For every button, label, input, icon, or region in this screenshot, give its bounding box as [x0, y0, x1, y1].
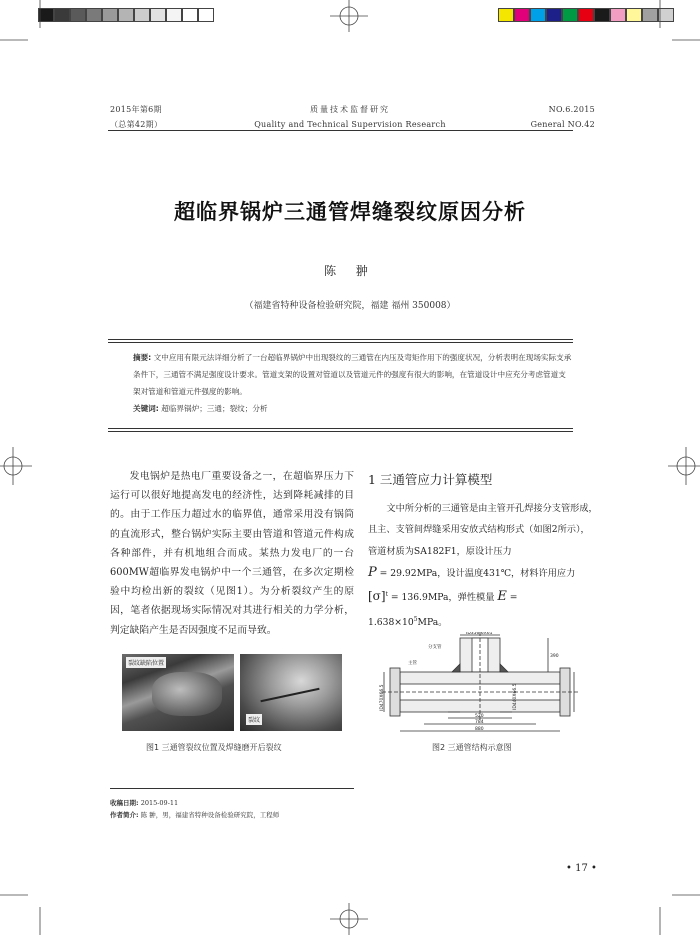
- dim-784: 784: [475, 720, 484, 725]
- figure2-caption: 图2 三通管结构示意图: [432, 743, 512, 752]
- header-no: NO.6.2015: [548, 105, 595, 114]
- intro-text: 发电锅炉是热电厂重要设备之一，在超临界压力下运行可以很好地提高发电的经济性，达到降耗减排的目的。由于工作压力超过水的临界值，通常采用没有锅筒的直流形式，整台锅炉实际主要由管道和管道元件构成各种部件，并有机地组合而成。某热力发电厂的一台600MW超临界发电锅炉中一个三通管，在多次定期检验中均检出新的裂纹（见图1）。为分析裂纹产生的原因，笔者依据现场实际情况对其进行相关的力学分析，判定缺陷产生是否因强度不足而导致。: [110, 471, 354, 636]
- abstract-block: [133, 349, 573, 417]
- received-label: 收稿日期:: [110, 799, 139, 807]
- received-date: 2015-09-11: [140, 799, 179, 807]
- abstract-text: 文中应用有限元法详细分析了一台超临界锅炉中出现裂纹的三通管在内压及弯矩作用下的强度状况，分析表明在现场实际支承条件下，三通管不满足强度设计要求。管道支架的设置对管道以及管道元件的强度有很大的影响，在管道设计中应充分考虑管道支架对管道和管道元件强度的影响。: [133, 353, 572, 396]
- header-center: [0, 102, 700, 132]
- pressure-value: = 29.92MPa，设计温度431℃，材料许用应力: [379, 567, 576, 579]
- figure2-tee-drawing: [378, 632, 584, 734]
- main-label: 主管: [408, 661, 417, 666]
- abstract-top-rule: [108, 339, 573, 340]
- sigma-symbol: [σ]: [368, 589, 386, 604]
- footnote-received: [110, 798, 178, 807]
- footnote-rule: [110, 788, 354, 789]
- header-issue: 2015年第6期: [110, 105, 162, 114]
- header-right: [531, 102, 595, 132]
- sigma-sup: t: [385, 591, 388, 599]
- article-title: 超临界锅炉三通管焊缝裂纹原因分析: [174, 200, 526, 224]
- keywords-label: 关键词:: [133, 404, 159, 413]
- pressure-symbol: P: [368, 564, 377, 580]
- figure1-photo-crack-location: [122, 654, 234, 731]
- section1-text-a: 文中所分析的三通管是由主管开孔焊接分支管形成，且主、支管间焊缝采用安放式结构形式（如图2所示），管道材质为SA182F1，原设计压力: [368, 503, 598, 557]
- dim-branch-h: 390: [550, 654, 559, 659]
- section1-heading: 1 三通管应力计算模型: [368, 472, 493, 487]
- modulus-symbol: E: [497, 589, 507, 605]
- header-total-issue: （总第42期）: [110, 120, 163, 129]
- keywords-text: 超临界锅炉；三通；裂纹；分析: [161, 404, 268, 413]
- abstract-top-rule-2: [108, 342, 573, 343]
- section1-body: [368, 498, 598, 633]
- figure1-caption: 图1 三通管裂纹位置及焊缝磨开后裂纹: [146, 743, 282, 752]
- sigma-value: = 136.9MPa，弹性模量: [390, 592, 495, 604]
- abstract-label: 摘要:: [133, 353, 152, 362]
- author-name: 陈 翀: [324, 264, 376, 278]
- branch-label: 分支管: [428, 645, 442, 650]
- figure1-photo-b-label: 裂纹: [246, 714, 262, 725]
- section1-stress-line: [368, 584, 598, 633]
- header-journal-cn: 质量技术监督研究: [310, 105, 390, 114]
- modulus-value: = 1.638×10: [368, 592, 518, 628]
- keywords-line: [133, 400, 573, 417]
- figure1-photo-a-label: 裂纹缺陷位置: [126, 657, 166, 668]
- modulus-exp: 5: [413, 615, 418, 623]
- abstract-bottom-rule: [108, 428, 573, 429]
- author-info: 陈 翀，男，福建省特种设备检验研究院，工程师: [140, 811, 280, 819]
- author-info-label: 作者简介:: [110, 811, 139, 819]
- intro-paragraph: [110, 467, 354, 640]
- page-number: • 17 •: [566, 863, 597, 874]
- dim-top-label: ID356.6X61: [466, 632, 493, 636]
- header-rule: [108, 130, 573, 131]
- dim-520: 520: [475, 714, 484, 719]
- abstract-text-block: [133, 349, 573, 400]
- header-general-no: General NO.42: [530, 120, 595, 129]
- figure1-photo-crack-closeup: [240, 654, 342, 731]
- dim-left-label: ID470X66.5: [380, 684, 385, 711]
- footnote-author: [110, 810, 279, 819]
- section1-pressure-line: [368, 562, 598, 584]
- modulus-unit: MPa。: [417, 616, 448, 628]
- abstract-bottom-rule-2: [108, 431, 573, 432]
- dim-880: 880: [475, 727, 484, 732]
- dim-right-label: ID440X66.5: [513, 683, 518, 710]
- header-journal-en: Quality and Technical Supervision Research: [254, 120, 446, 129]
- author-affiliation: （福建省特种设备检验研究院，福建 福州 350008）: [244, 301, 456, 311]
